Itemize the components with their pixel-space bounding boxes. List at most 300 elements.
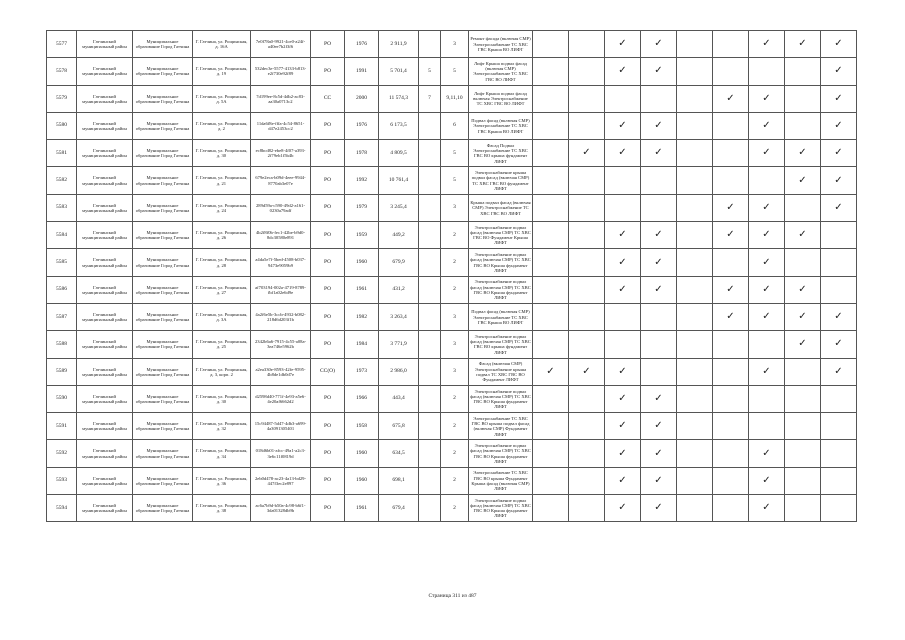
floors-cell — [419, 467, 441, 494]
empty-cell — [749, 167, 785, 194]
district-cell: Гатчинский муниципальный район — [77, 58, 133, 85]
area-cell: 634,5 — [379, 440, 419, 467]
empty-cell — [641, 85, 677, 112]
entrances-cell: 3 — [441, 31, 469, 58]
empty-cell — [569, 467, 605, 494]
empty-cell — [533, 303, 569, 330]
works-cell: Электроснабжение подвал фасад (включая СМР) ТС ХВС ГВС ВО Крыша фундамент ЛИФТ — [469, 385, 533, 412]
table-row — [47, 385, 857, 412]
entrances-cell: 5 — [441, 167, 469, 194]
checkmark-icon: ✓ — [749, 249, 785, 276]
empty-cell — [677, 249, 713, 276]
works-cell: Подвал фасад (включая СМР) Электроснабжение ТС ХВС ГВС Крыша ВО ЛИФТ — [469, 303, 533, 330]
entrances-cell: 3 — [441, 194, 469, 221]
empty-cell — [533, 467, 569, 494]
municipality-cell: Муниципальное образование Город Гатчина — [133, 467, 193, 494]
page-footer: Страница 311 из 487 — [428, 593, 477, 599]
works-cell: Лифт Крыша подвал фасад (включая СМР) Электроснабжение ТС ХВС ГВС ВО ЛИФТ — [469, 58, 533, 85]
district-cell: Гатчинский муниципальный район — [77, 222, 133, 249]
empty-cell — [533, 167, 569, 194]
table-row — [47, 167, 857, 194]
works-cell: Электроснабжение ТС ХВС ГВС ВО крыша Фундамент Крыша фасад (включая СМР) ЛИФТ — [469, 467, 533, 494]
fias-code-cell: d2598d40-771f-4e93-a5e6-4e20af6662d2 — [251, 385, 311, 412]
empty-cell — [713, 440, 749, 467]
table-row — [47, 331, 857, 358]
year-cell: 1992 — [345, 167, 379, 194]
empty-cell — [569, 276, 605, 303]
empty-cell — [713, 167, 749, 194]
area-cell: 5 701,4 — [379, 58, 419, 85]
entrances-cell: 5 — [441, 140, 469, 167]
address-cell: Г. Гатчина, ул. Рощинская, д. 30 — [193, 385, 251, 412]
checkmark-icon: ✓ — [785, 331, 821, 358]
row-number: 5579 — [47, 85, 77, 112]
empty-cell — [569, 249, 605, 276]
entrances-cell: 3 — [441, 331, 469, 358]
checkmark-icon: ✓ — [641, 440, 677, 467]
area-cell: 10 761,4 — [379, 167, 419, 194]
empty-cell — [569, 85, 605, 112]
address-cell: Г. Гатчина, ул. Рощинская, д. 28 — [193, 249, 251, 276]
area-cell: 2 911,9 — [379, 31, 419, 58]
fias-code-cell: af703194-002a-4719-8789-fbf1a02e6d9e — [251, 276, 311, 303]
row-number: 5584 — [47, 222, 77, 249]
works-cell: Фасад (включая СМР) Электроснабжение крыша подвал ТС ХВС ГВС ВО Фундамент ЛИФТ — [469, 358, 533, 385]
municipality-cell: Муниципальное образование Город Гатчина — [133, 85, 193, 112]
area-cell: 2 986,0 — [379, 358, 419, 385]
fias-code-cell: 7e0f78a0-9921-4ce0-a24f-a40ee7b2f3f6 — [251, 31, 311, 58]
checkmark-icon: ✓ — [749, 85, 785, 112]
row-number: 5581 — [47, 140, 77, 167]
municipality-cell: Муниципальное образование Город Гатчина — [133, 495, 193, 522]
floors-cell — [419, 112, 441, 139]
checkmark-icon: ✓ — [569, 140, 605, 167]
entrances-cell: 2 — [441, 249, 469, 276]
empty-cell — [533, 58, 569, 85]
table-row — [47, 303, 857, 330]
checkmark-icon: ✓ — [605, 58, 641, 85]
address-cell: Г. Гатчина, ул. Рощинская, д. 3, корп. 2 — [193, 358, 251, 385]
empty-cell — [785, 249, 821, 276]
row-number: 5589 — [47, 358, 77, 385]
empty-cell — [641, 167, 677, 194]
checkmark-icon: ✓ — [641, 276, 677, 303]
area-cell: 698,1 — [379, 467, 419, 494]
row-number: 5585 — [47, 249, 77, 276]
empty-cell — [569, 331, 605, 358]
area-cell: 679,4 — [379, 495, 419, 522]
municipality-cell: Муниципальное образование Город Гатчина — [133, 303, 193, 330]
empty-cell — [533, 140, 569, 167]
fias-code-cell: a4da5e7f-5bed-4508-b037-9473e9059b9 — [251, 249, 311, 276]
entrances-cell: 9,11,10 — [441, 85, 469, 112]
year-cell: 1978 — [345, 140, 379, 167]
table-row — [47, 440, 857, 467]
table-row — [47, 358, 857, 385]
checkmark-icon: ✓ — [605, 249, 641, 276]
table-row — [47, 85, 857, 112]
empty-cell — [749, 413, 785, 440]
works-cell: Электроснабжение подвал фасад (включая СМР) ТС ХВС ГВС ВО Фундамент Крыша ЛИФТ — [469, 222, 533, 249]
empty-cell — [713, 58, 749, 85]
wall-type-cell: РО — [311, 194, 345, 221]
checkmark-icon: ✓ — [605, 276, 641, 303]
address-cell: Г. Гатчина, ул. Рощинская, д. 16А — [193, 31, 251, 58]
entrances-cell: 2 — [441, 413, 469, 440]
municipality-cell: Муниципальное образование Город Гатчина — [133, 167, 193, 194]
empty-cell — [785, 112, 821, 139]
checkmark-icon: ✓ — [605, 140, 641, 167]
year-cell: 1960 — [345, 249, 379, 276]
area-cell: 3 263,4 — [379, 303, 419, 330]
checkmark-icon: ✓ — [713, 222, 749, 249]
empty-cell — [785, 467, 821, 494]
empty-cell — [785, 440, 821, 467]
floors-cell — [419, 276, 441, 303]
checkmark-icon: ✓ — [641, 467, 677, 494]
empty-cell — [677, 440, 713, 467]
table-row — [47, 276, 857, 303]
checkmark-icon: ✓ — [713, 276, 749, 303]
checkmark-icon: ✓ — [821, 31, 857, 58]
empty-cell — [749, 385, 785, 412]
checkmark-icon: ✓ — [605, 495, 641, 522]
checkmark-icon: ✓ — [641, 413, 677, 440]
empty-cell — [677, 358, 713, 385]
district-cell: Гатчинский муниципальный район — [77, 358, 133, 385]
row-number: 5587 — [47, 303, 77, 330]
floors-cell: 5 — [419, 58, 441, 85]
empty-cell — [533, 249, 569, 276]
address-cell: Г. Гатчина, ул. Рощинская, д. 38 — [193, 495, 251, 522]
row-number: 5591 — [47, 413, 77, 440]
year-cell: 1966 — [345, 385, 379, 412]
empty-cell — [821, 495, 857, 522]
table-row — [47, 249, 857, 276]
address-cell: Г. Гатчина, ул. Рощинская, д. 5А — [193, 85, 251, 112]
empty-cell — [713, 358, 749, 385]
checkmark-icon: ✓ — [785, 31, 821, 58]
checkmark-icon: ✓ — [641, 222, 677, 249]
empty-cell — [821, 276, 857, 303]
table-body — [47, 31, 857, 522]
municipality-cell: Муниципальное образование Город Гатчина — [133, 222, 193, 249]
checkmark-icon: ✓ — [605, 358, 641, 385]
empty-cell — [569, 58, 605, 85]
checkmark-icon: ✓ — [821, 303, 857, 330]
checkmark-icon: ✓ — [821, 194, 857, 221]
empty-cell — [821, 385, 857, 412]
row-number: 5577 — [47, 31, 77, 58]
entrances-cell: 3 — [441, 303, 469, 330]
empty-cell — [713, 385, 749, 412]
checkmark-icon: ✓ — [821, 331, 857, 358]
municipality-cell: Муниципальное образование Город Гатчина — [133, 440, 193, 467]
district-cell: Гатчинский муниципальный район — [77, 85, 133, 112]
year-cell: 1976 — [345, 31, 379, 58]
empty-cell — [677, 385, 713, 412]
row-number: 5580 — [47, 112, 77, 139]
empty-cell — [677, 467, 713, 494]
wall-type-cell: РО — [311, 276, 345, 303]
empty-cell — [785, 85, 821, 112]
checkmark-icon: ✓ — [533, 358, 569, 385]
district-cell: Гатчинский муниципальный район — [77, 331, 133, 358]
wall-type-cell: РО — [311, 303, 345, 330]
address-cell: Г. Гатчина, ул. Рощинская, д. 34 — [193, 440, 251, 467]
row-number: 5592 — [47, 440, 77, 467]
checkmark-icon: ✓ — [749, 303, 785, 330]
empty-cell — [821, 222, 857, 249]
wall-type-cell: РО — [311, 222, 345, 249]
address-cell: Г. Гатчина, ул. Рощинская, д. 19 — [193, 58, 251, 85]
empty-cell — [533, 331, 569, 358]
floors-cell — [419, 167, 441, 194]
empty-cell — [569, 222, 605, 249]
checkmark-icon: ✓ — [641, 495, 677, 522]
wall-type-cell: СС(О) — [311, 358, 345, 385]
area-cell: 675,8 — [379, 413, 419, 440]
fias-code-cell: 4a2f6e5b-3ccb-4932-b082-218d6d203f1b — [251, 303, 311, 330]
works-cell: Электроснабжение подвал фасад (включая СМР) ТС ХВС ГВС ВО Крыша фундамент ЛИФТ — [469, 495, 533, 522]
fias-code-cell: ac6a7b9d-b50a-4c98-b6f1-3da01328db9b — [251, 495, 311, 522]
checkmark-icon: ✓ — [749, 467, 785, 494]
address-cell: Г. Гатчина, ул. Рощинская, д. 25 — [193, 331, 251, 358]
empty-cell — [713, 413, 749, 440]
fias-code-cell: 2342b6a6-7915-4c55-a08a-3ea746e5962b — [251, 331, 311, 358]
checkmark-icon: ✓ — [641, 112, 677, 139]
address-cell: Г. Гатчина, ул. Рощинская, д. 30 — [193, 140, 251, 167]
entrances-cell: 3 — [441, 358, 469, 385]
district-cell: Гатчинский муниципальный район — [77, 413, 133, 440]
empty-cell — [533, 194, 569, 221]
entrances-cell: 2 — [441, 222, 469, 249]
checkmark-icon: ✓ — [785, 140, 821, 167]
year-cell: 1960 — [345, 467, 379, 494]
year-cell: 2000 — [345, 85, 379, 112]
fias-code-cell: 2eb0d478-ac23-4a13-bd29-447f3ec2e897 — [251, 467, 311, 494]
empty-cell — [821, 467, 857, 494]
checkmark-icon: ✓ — [713, 194, 749, 221]
floors-cell: 7 — [419, 85, 441, 112]
empty-cell — [713, 140, 749, 167]
fias-code-cell: 11da6f8e-fffa-4c54-8651-d47e2453cc2 — [251, 112, 311, 139]
area-cell: 6 173,5 — [379, 112, 419, 139]
checkmark-icon: ✓ — [821, 140, 857, 167]
empty-cell — [785, 358, 821, 385]
table-row — [47, 222, 857, 249]
empty-cell — [821, 440, 857, 467]
empty-cell — [677, 31, 713, 58]
district-cell: Гатчинский муниципальный район — [77, 112, 133, 139]
empty-cell — [677, 331, 713, 358]
wall-type-cell: РО — [311, 112, 345, 139]
row-number: 5593 — [47, 467, 77, 494]
wall-type-cell: РО — [311, 413, 345, 440]
entrances-cell: 2 — [441, 276, 469, 303]
works-cell: Подвал фасад (включая СМР) Электроснабжение ТС ХВС ГВС Крыша ВО ЛИФТ — [469, 112, 533, 139]
empty-cell — [605, 303, 641, 330]
empty-cell — [569, 495, 605, 522]
row-number: 5586 — [47, 276, 77, 303]
empty-cell — [605, 85, 641, 112]
district-cell: Гатчинский муниципальный район — [77, 249, 133, 276]
municipality-cell: Муниципальное образование Город Гатчина — [133, 249, 193, 276]
entrances-cell: 2 — [441, 385, 469, 412]
table-row — [47, 140, 857, 167]
district-cell: Гатчинский муниципальный район — [77, 140, 133, 167]
floors-cell — [419, 358, 441, 385]
checkmark-icon: ✓ — [821, 358, 857, 385]
empty-cell — [785, 413, 821, 440]
empty-cell — [677, 303, 713, 330]
municipality-cell: Муниципальное образование Город Гатчина — [133, 331, 193, 358]
table-row — [47, 467, 857, 494]
registry-sheet — [46, 30, 856, 522]
empty-cell — [569, 194, 605, 221]
table-row — [47, 58, 857, 85]
address-cell: Г. Гатчина, ул. Рощинская, д. 26 — [193, 222, 251, 249]
checkmark-icon: ✓ — [749, 194, 785, 221]
wall-type-cell: РО — [311, 331, 345, 358]
empty-cell — [641, 303, 677, 330]
empty-cell — [533, 440, 569, 467]
floors-cell — [419, 440, 441, 467]
district-cell: Гатчинский муниципальный район — [77, 31, 133, 58]
empty-cell — [677, 58, 713, 85]
year-cell: 1991 — [345, 58, 379, 85]
year-cell: 1958 — [345, 413, 379, 440]
area-cell: 449,2 — [379, 222, 419, 249]
works-cell: Электроснабжение подвал фасад (включая СМР) ТС ХВС ГВС ВО Крыша фундамент ЛИФТ — [469, 276, 533, 303]
empty-cell — [677, 140, 713, 167]
empty-cell — [785, 495, 821, 522]
area-cell: 11 574,3 — [379, 85, 419, 112]
municipality-cell: Муниципальное образование Город Гатчина — [133, 58, 193, 85]
empty-cell — [677, 222, 713, 249]
address-cell: Г. Гатчина, ул. Рощинская, д. 36 — [193, 467, 251, 494]
year-cell: 1982 — [345, 303, 379, 330]
empty-cell — [533, 495, 569, 522]
checkmark-icon: ✓ — [605, 222, 641, 249]
checkmark-icon: ✓ — [749, 495, 785, 522]
year-cell: 1976 — [345, 112, 379, 139]
works-cell: Электроснабжение ТС ХВС ГВС ВО крыша подвал фасад (включая СМР) Фундамент ЛИФТ — [469, 413, 533, 440]
table-row — [47, 495, 857, 522]
checkmark-icon: ✓ — [605, 440, 641, 467]
registry-table — [46, 30, 857, 522]
checkmark-icon: ✓ — [641, 140, 677, 167]
area-cell: 431,2 — [379, 276, 419, 303]
address-cell: Г. Гатчина, ул. Рощинская, д. 3А — [193, 303, 251, 330]
year-cell: 1984 — [345, 331, 379, 358]
empty-cell — [821, 413, 857, 440]
works-cell: Электроснабжение подвал фасад (включая СМР) ТС ХВС ГВС ВО Крыша фундамент ЛИФТ — [469, 249, 533, 276]
checkmark-icon: ✓ — [749, 358, 785, 385]
checkmark-icon: ✓ — [749, 31, 785, 58]
area-cell: 3 771,9 — [379, 331, 419, 358]
empty-cell — [713, 31, 749, 58]
empty-cell — [605, 167, 641, 194]
checkmark-icon: ✓ — [605, 31, 641, 58]
empty-cell — [569, 31, 605, 58]
district-cell: Гатчинский муниципальный район — [77, 440, 133, 467]
checkmark-icon: ✓ — [821, 112, 857, 139]
year-cell: 1961 — [345, 495, 379, 522]
works-cell: Электроснабжение подвал фасад (включая СМР) ТС ХВС ГВС ВО Крыша фундамент ЛИФТ — [469, 440, 533, 467]
empty-cell — [533, 85, 569, 112]
district-cell: Гатчинский муниципальный район — [77, 167, 133, 194]
empty-cell — [713, 112, 749, 139]
checkmark-icon: ✓ — [749, 222, 785, 249]
table-row — [47, 413, 857, 440]
empty-cell — [605, 331, 641, 358]
works-cell: Электроснабжение крыша подвал фасад (включая СМР) ТС ХВС ГВС ВО фундамент ЛИФТ — [469, 167, 533, 194]
checkmark-icon: ✓ — [821, 58, 857, 85]
checkmark-icon: ✓ — [749, 112, 785, 139]
fias-code-cell: 018d6b01-afcc-49a1-a2c3-3e6c11f0819d — [251, 440, 311, 467]
checkmark-icon: ✓ — [569, 358, 605, 385]
fias-code-cell: 289d59a-c590-49d2-a161-0230a79adf — [251, 194, 311, 221]
fias-code-cell: 679e2eca-b09d-4eee-9944-8770ab3e07e — [251, 167, 311, 194]
municipality-cell: Муниципальное образование Город Гатчина — [133, 358, 193, 385]
empty-cell — [713, 249, 749, 276]
empty-cell — [641, 194, 677, 221]
checkmark-icon: ✓ — [749, 440, 785, 467]
fias-code-cell: 7d199ee-8c5d-4db2-ac83-aa30a0713c2 — [251, 85, 311, 112]
empty-cell — [677, 495, 713, 522]
checkmark-icon: ✓ — [821, 85, 857, 112]
address-cell: Г. Гатчина, ул. Рощинская, д. 27 — [193, 276, 251, 303]
wall-type-cell: РО — [311, 385, 345, 412]
empty-cell — [677, 276, 713, 303]
district-cell: Гатчинский муниципальный район — [77, 385, 133, 412]
empty-cell — [785, 58, 821, 85]
entrances-cell: 2 — [441, 440, 469, 467]
municipality-cell: Муниципальное образование Город Гатчина — [133, 413, 193, 440]
district-cell: Гатчинский муниципальный район — [77, 495, 133, 522]
works-cell: Электроснабжение подвал фасад (включая СМР) ТС ХВС ГВС ВО крыша фундамент ЛИФТ — [469, 331, 533, 358]
floors-cell — [419, 331, 441, 358]
area-cell: 4 809,5 — [379, 140, 419, 167]
checkmark-icon: ✓ — [713, 303, 749, 330]
checkmark-icon: ✓ — [605, 413, 641, 440]
area-cell: 443,4 — [379, 385, 419, 412]
works-cell: Фасад Подвал Электроснабжение ТС ХВС ГВС ВО крыша фундамент ЛИФТ — [469, 140, 533, 167]
table-row — [47, 112, 857, 139]
fias-code-cell: 15c94487-5d47-4db3-a699-4a3091305401 — [251, 413, 311, 440]
works-cell: Лифт Крыша подвал фасад включая Электроснабжение ТС ХВС ГВС ВО ЛИФТ — [469, 85, 533, 112]
municipality-cell: Муниципальное образование Город Гатчина — [133, 140, 193, 167]
municipality-cell: Муниципальное образование Город Гатчина — [133, 385, 193, 412]
empty-cell — [677, 85, 713, 112]
checkmark-icon: ✓ — [641, 31, 677, 58]
floors-cell — [419, 303, 441, 330]
empty-cell — [569, 167, 605, 194]
empty-cell — [713, 331, 749, 358]
floors-cell — [419, 385, 441, 412]
floors-cell — [419, 413, 441, 440]
empty-cell — [641, 358, 677, 385]
municipality-cell: Муниципальное образование Город Гатчина — [133, 31, 193, 58]
address-cell: Г. Гатчина, ул. Рощинская, д. 21 — [193, 167, 251, 194]
works-cell: Крыша подвал фасад (включая СМР) Электроснабжение ТС ХВС ГВС ВО ЛИФТ — [469, 194, 533, 221]
row-number: 5582 — [47, 167, 77, 194]
works-cell: Ремонт фасада (включая СМР) Электроснабжение ТС ХВС ГВС Крыша ВО ЛИФТ — [469, 31, 533, 58]
empty-cell — [785, 385, 821, 412]
wall-type-cell: РО — [311, 467, 345, 494]
wall-type-cell: РО — [311, 440, 345, 467]
